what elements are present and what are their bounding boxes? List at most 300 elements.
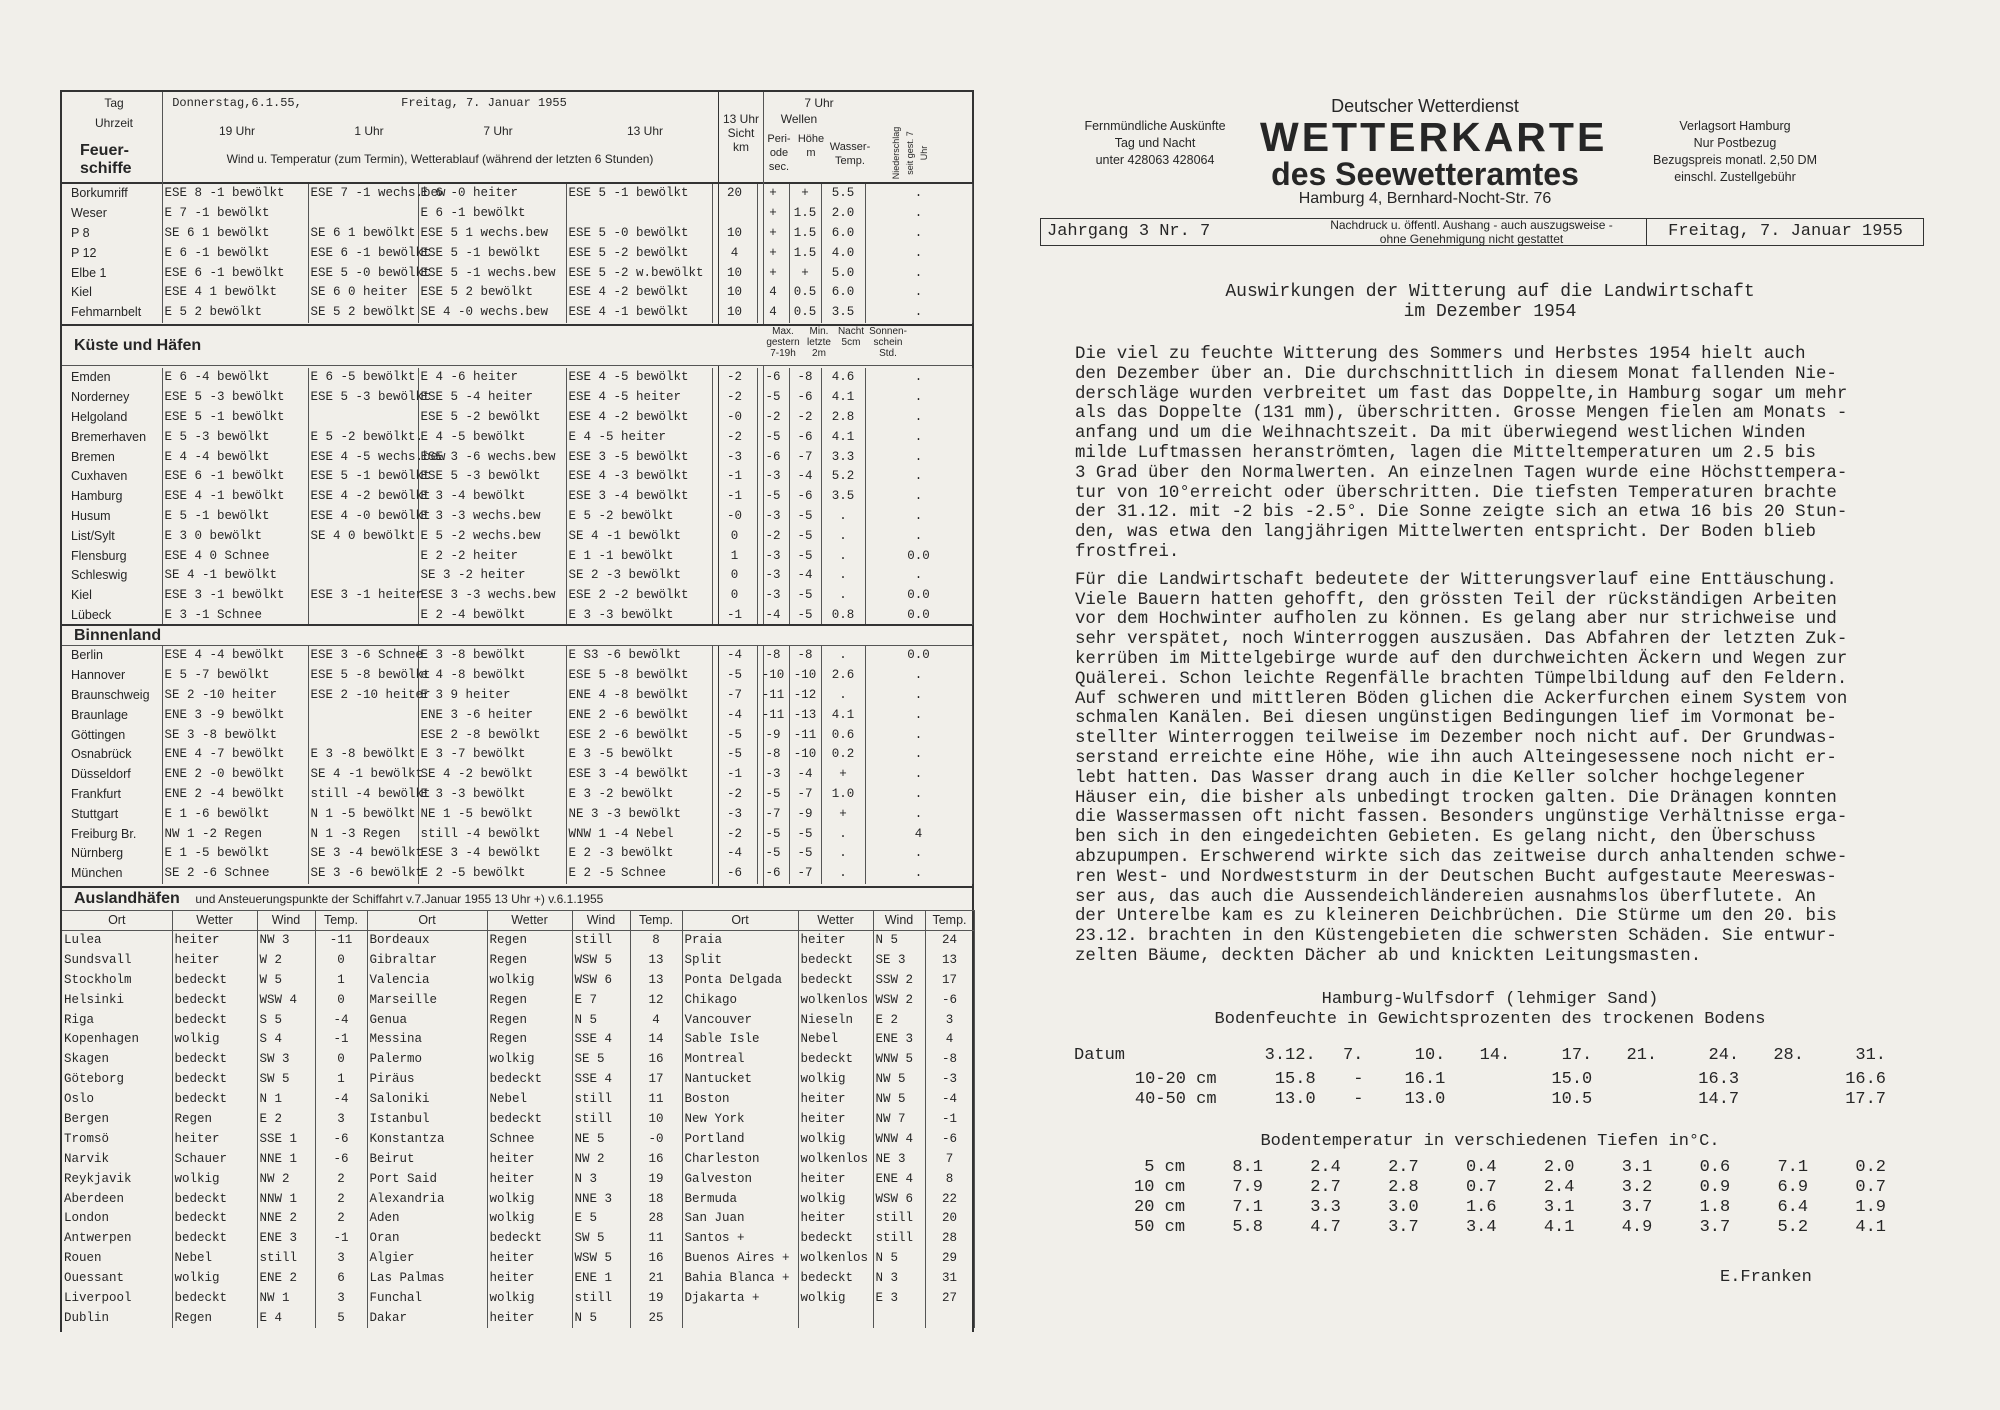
- table-cell: 4: [757, 283, 789, 303]
- table-cell: +: [821, 765, 865, 785]
- table-cell: ESE 5 -1 bewölkt: [418, 243, 566, 263]
- table-cell: -8: [789, 368, 821, 388]
- aus-subtitle: und Ansteuerungspunkte der Schiffahrt v.7.Januar 1955 13 Uhr +) v.6.1.1955: [195, 892, 604, 906]
- table-cell: Liverpool: [62, 1289, 172, 1309]
- table-cell: -7: [789, 447, 821, 467]
- table-cell: 2: [315, 1169, 367, 1189]
- soil-cell: 2.4: [1310, 1158, 1341, 1178]
- table-cell: still: [873, 1209, 925, 1229]
- table-cell: E 6 -1 bewölkt: [418, 204, 566, 224]
- table-cell: .: [865, 303, 972, 323]
- table-cell: .: [865, 487, 972, 507]
- table-cell: P 8: [62, 224, 162, 244]
- table-cell: New York: [682, 1110, 798, 1130]
- soil-row: [1070, 1198, 1890, 1218]
- table-cell: bedeckt: [172, 1050, 257, 1070]
- table-cell: WNW 1 -4 Nebel: [566, 824, 712, 844]
- table-cell: ESE 5 -2 w.bewölkt: [566, 263, 712, 283]
- table-cell: ENE 4: [873, 1169, 925, 1189]
- table-cell: SE 5: [572, 1050, 630, 1070]
- table-cell: Cuxhaven: [62, 467, 162, 487]
- table-cell: bedeckt: [172, 1209, 257, 1229]
- table-cell: ESE 4 -2 bewölkt: [566, 283, 712, 303]
- soil-cell: 10-20 cm: [1134, 1070, 1217, 1090]
- soil-header-row: [1070, 1040, 1890, 1070]
- table-cell: 8: [925, 1169, 974, 1189]
- table-cell: ESE 5 1 wechs.bew: [418, 224, 566, 244]
- soil-cell: 13.0: [1404, 1090, 1446, 1110]
- table-cell: Boston: [682, 1090, 798, 1110]
- signature: E.Franken: [1720, 1268, 1812, 1287]
- table-cell: .: [865, 283, 972, 303]
- table-cell: N 5: [873, 1249, 925, 1269]
- table-cell: heiter: [487, 1249, 572, 1269]
- table-cell: ESE 4 -1 bewölkt: [162, 487, 308, 507]
- table-cell: München: [62, 864, 162, 884]
- soil-cell: 50 cm: [1134, 1217, 1186, 1237]
- table-row: [62, 1289, 974, 1309]
- label-max: Max. gestern 7-19h: [766, 326, 800, 359]
- table-cell: SW 3: [257, 1050, 315, 1070]
- soil-cell: 0.7: [1465, 1178, 1497, 1198]
- table-cell: [308, 408, 418, 428]
- label-wellen: Wellen: [780, 112, 818, 126]
- table-cell: 3.3: [821, 447, 865, 467]
- table-cell: SW 5: [257, 1070, 315, 1090]
- table-cell: ESE 5 -1 wechs.bew: [418, 263, 566, 283]
- table-cell: 1: [712, 546, 757, 566]
- table-cell: 0.2: [821, 745, 865, 765]
- table-cell: -2: [789, 408, 821, 428]
- soil-cell: [1449, 1070, 1514, 1090]
- table-row: [62, 204, 972, 224]
- table-cell: -12: [789, 686, 821, 706]
- soil-cell: 1.8: [1699, 1197, 1731, 1217]
- table-cell: E 5 -7 bewölkt: [162, 666, 308, 686]
- table-cell: .: [821, 566, 865, 586]
- table-cell: E 3 -5 bewölkt: [566, 745, 712, 765]
- moisture-table: [1070, 1040, 1890, 1110]
- table-cell: .: [865, 447, 972, 467]
- table-cell: E 2 -5 Schnee: [566, 864, 712, 884]
- soil-cell: [1596, 1090, 1661, 1110]
- table-cell: Husum: [62, 507, 162, 527]
- soil-cell: 7.1: [1777, 1158, 1809, 1178]
- label-sonne: Sonnen- schein Std.: [869, 326, 907, 359]
- table-row: [62, 283, 972, 303]
- soil-cell: 4.7: [1310, 1217, 1341, 1237]
- table-cell: -0: [630, 1129, 682, 1149]
- table-cell: 4: [712, 243, 757, 263]
- label-hoehe: Höhe m: [797, 133, 825, 159]
- table-cell: bedeckt: [172, 1090, 257, 1110]
- table-cell: 11: [630, 1090, 682, 1110]
- table-cell: -1: [315, 1030, 367, 1050]
- table-cell: Frankfurt: [62, 785, 162, 805]
- table-cell: -9: [789, 804, 821, 824]
- soil-cell: 6.9: [1777, 1178, 1809, 1198]
- table-cell: 10: [712, 303, 757, 323]
- aus-col-header: Temp.: [630, 911, 682, 931]
- table-cell: still: [257, 1249, 315, 1269]
- table-cell: Dublin: [62, 1308, 172, 1328]
- table-cell: 0.5: [789, 283, 821, 303]
- table-cell: .: [865, 864, 972, 884]
- table-cell: ESE 5 -4 heiter: [418, 388, 566, 408]
- soil-cell: 5.2: [1777, 1217, 1809, 1237]
- table-cell: Schleswig: [62, 566, 162, 586]
- table-cell: ESE 4 -4 bewölkt: [162, 646, 308, 666]
- table-cell: SE 2 -6 Schnee: [162, 864, 308, 884]
- table-cell: Helgoland: [62, 408, 162, 428]
- table-cell: wolkig: [487, 1050, 572, 1070]
- table-cell: Las Palmas: [367, 1269, 487, 1289]
- table-cell: .: [821, 586, 865, 606]
- soil-cell: 1.9: [1855, 1197, 1886, 1217]
- weather-table-panel: [60, 90, 974, 1332]
- table-cell: .: [865, 745, 972, 765]
- table-cell: SE 4 -2 bewölkt: [418, 765, 566, 785]
- table-cell: .: [821, 507, 865, 527]
- table-cell: E 3 -3 bewölkt: [418, 785, 566, 805]
- table-cell: e 4 -8 bewölkt: [418, 666, 566, 686]
- title-wetterkarte: WETTERKARTE: [1260, 114, 1608, 160]
- table-cell: E 4 -6 heiter: [418, 368, 566, 388]
- table-cell: NW 5: [873, 1070, 925, 1090]
- table-cell: [566, 204, 712, 224]
- table-cell: [308, 705, 418, 725]
- table-cell: Alexandria: [367, 1189, 487, 1209]
- table-cell: -4: [757, 606, 789, 626]
- table-cell: heiter: [172, 931, 257, 951]
- table-cell: -4: [789, 566, 821, 586]
- table-cell: -4: [925, 1090, 974, 1110]
- table-row: [62, 566, 972, 586]
- table-cell: E S3 -6 bewölkt: [566, 646, 712, 666]
- soil-header-cell: Datum: [1074, 1045, 1126, 1065]
- table-cell: [308, 606, 418, 626]
- table-cell: [308, 204, 418, 224]
- aus-col-header: Temp.: [925, 911, 974, 931]
- table-cell: +: [757, 263, 789, 283]
- table-cell: 18: [630, 1189, 682, 1209]
- table-cell: WSW 2: [873, 990, 925, 1010]
- table-cell: N 3: [572, 1169, 630, 1189]
- table-cell: -6: [757, 368, 789, 388]
- table-cell: 10: [630, 1110, 682, 1130]
- table-row: [62, 388, 972, 408]
- table-cell: E 6 -4 bewölkt: [162, 368, 308, 388]
- table-cell: wolkenlos: [798, 1149, 873, 1169]
- table-cell: 4: [865, 824, 972, 844]
- table-cell: E 5: [572, 1209, 630, 1229]
- table-cell: Bahia Blanca +: [682, 1269, 798, 1289]
- table-cell: ESE 4 -1 bewölkt: [566, 303, 712, 323]
- table-cell: heiter: [798, 931, 873, 951]
- table-cell: Aberdeen: [62, 1189, 172, 1209]
- table-cell: Algier: [367, 1249, 487, 1269]
- table-cell: -9: [757, 725, 789, 745]
- table-cell: 5: [315, 1308, 367, 1328]
- table-cell: -6: [757, 864, 789, 884]
- table-cell: Braunlage: [62, 705, 162, 725]
- table-cell: -6: [712, 864, 757, 884]
- table-cell: 3: [315, 1289, 367, 1309]
- table-cell: still: [572, 931, 630, 951]
- table-cell: E 3 -3 wechs.bew: [418, 507, 566, 527]
- table-cell: E 3 -7 bewölkt: [418, 745, 566, 765]
- table-cell: 5.2: [821, 467, 865, 487]
- table-cell: ESE 3 -4 bewölkt: [566, 487, 712, 507]
- table-cell: -3: [757, 566, 789, 586]
- soil-cell: 7.9: [1232, 1178, 1263, 1198]
- soil-title-2: Bodenfeuchte in Gewichtsprozenten des trockenen Bodens: [1214, 1010, 1766, 1029]
- soil-cell: [1449, 1090, 1514, 1110]
- table-cell: ESE 4 1 bewölkt: [162, 283, 308, 303]
- table-row: [62, 666, 972, 686]
- kueste-title: Küste und Häfen: [74, 337, 202, 354]
- table-cell: E 2: [873, 1010, 925, 1030]
- table-cell: wolkig: [487, 1289, 572, 1309]
- table-cell: 0: [315, 990, 367, 1010]
- table-cell: E 7: [572, 990, 630, 1010]
- table-header: [62, 92, 972, 184]
- table-cell: 4.0: [821, 243, 865, 263]
- table-row: [62, 1030, 974, 1050]
- table-cell: ESE 3 -5 bewölkt: [566, 447, 712, 467]
- soil-header-cell: 14.: [1479, 1045, 1511, 1065]
- table-cell: -2: [712, 368, 757, 388]
- table-cell: Hannover: [62, 666, 162, 686]
- table-cell: .: [865, 408, 972, 428]
- table-cell: Stuttgart: [62, 804, 162, 824]
- table-cell: -0: [712, 507, 757, 527]
- table-cell: Regen: [487, 950, 572, 970]
- table-cell: ESE 4 -5 bewölkt: [566, 368, 712, 388]
- table-cell: .: [865, 204, 972, 224]
- article-body: [1075, 345, 1918, 975]
- table-cell: ESE 5 -0 bewölkt: [566, 224, 712, 244]
- table-cell: Buenos Aires +: [682, 1249, 798, 1269]
- issue-bar: [1040, 218, 1924, 246]
- aus-col-header: Wind: [873, 911, 925, 931]
- table-cell: +: [757, 204, 789, 224]
- table-cell: bedeckt: [172, 1070, 257, 1090]
- table-cell: Palermo: [367, 1050, 487, 1070]
- soil-cell: 1.6: [1465, 1197, 1497, 1217]
- soiltemp-table: [1070, 1158, 1890, 1237]
- table-cell: Schauer: [172, 1149, 257, 1169]
- table-cell: NNW 1: [257, 1189, 315, 1209]
- table-cell: 3: [315, 1249, 367, 1269]
- table-cell: -3: [925, 1070, 974, 1090]
- table-cell: SE 3 -6 bewölkt: [308, 864, 418, 884]
- table-cell: Düsseldorf: [62, 765, 162, 785]
- table-cell: heiter: [172, 1129, 257, 1149]
- table-cell: 12: [630, 990, 682, 1010]
- table-cell: bedeckt: [172, 1289, 257, 1309]
- table-cell: E 6 -0 heiter: [418, 184, 566, 204]
- table-cell: wolkig: [798, 1070, 873, 1090]
- soil-header-cell: 17.: [1561, 1045, 1593, 1065]
- table-cell: Kopenhagen: [62, 1030, 172, 1050]
- soil-cell: 3.4: [1465, 1217, 1497, 1237]
- table-row: [62, 970, 974, 990]
- label-day1: Donnerstag,6.1.55,: [172, 96, 302, 110]
- table-cell: Konstantza: [367, 1129, 487, 1149]
- table-cell: ESE 5 -1 bewölkt: [162, 408, 308, 428]
- table-row: [62, 303, 972, 323]
- table-cell: Regen: [172, 1110, 257, 1130]
- table-cell: .: [865, 705, 972, 725]
- soil-cell: 17.7: [1845, 1090, 1886, 1110]
- table-cell: Nebel: [798, 1030, 873, 1050]
- table-cell: N 3: [873, 1269, 925, 1289]
- table-cell: 6.0: [821, 283, 865, 303]
- table-cell: still: [572, 1289, 630, 1309]
- table-cell: .: [865, 566, 972, 586]
- table-row: [62, 1209, 974, 1229]
- table-cell: ESE 3 -4 bewölkt: [566, 765, 712, 785]
- table-row: [62, 263, 972, 283]
- table-cell: E 4 -5 bewölkt: [418, 427, 566, 447]
- table-cell: Genua: [367, 1010, 487, 1030]
- table-cell: SE 6 1 bewölkt: [308, 224, 418, 244]
- table-cell: -5: [757, 844, 789, 864]
- table-cell: London: [62, 1209, 172, 1229]
- soil-cell: 16.3: [1698, 1070, 1740, 1090]
- table-cell: still -4 bewölkt: [308, 785, 418, 805]
- table-cell: -5: [712, 725, 757, 745]
- table-cell: .: [821, 824, 865, 844]
- table-cell: 17: [925, 970, 974, 990]
- table-cell: ESE 3 -6 wechs.bew: [418, 447, 566, 467]
- table-row: [62, 745, 972, 765]
- soil-cell: 2.8: [1388, 1178, 1419, 1198]
- table-cell: WSW 4: [257, 990, 315, 1010]
- table-cell: -4: [789, 467, 821, 487]
- table-cell: Narvik: [62, 1149, 172, 1169]
- table-cell: Bremerhaven: [62, 427, 162, 447]
- table-cell: -5: [757, 824, 789, 844]
- table-cell: Nürnberg: [62, 844, 162, 864]
- table-cell: -1: [712, 765, 757, 785]
- table-cell: 0.0: [865, 606, 972, 626]
- table-cell: Marseille: [367, 990, 487, 1010]
- table-cell: E 2: [257, 1110, 315, 1130]
- table-cell: Sable Isle: [682, 1030, 798, 1050]
- table-cell: NW 2: [572, 1149, 630, 1169]
- table-cell: bedeckt: [172, 1229, 257, 1249]
- table-cell: E 2 -5 bewölkt: [418, 864, 566, 884]
- table-cell: ENE 2: [257, 1269, 315, 1289]
- verlag: Verlagsort Hamburg Nur Postbezug Bezugspreis monatl. 2,50 DM einschl. Zustellgebühr: [1653, 119, 1817, 184]
- soil-cell: 0.4: [1465, 1158, 1497, 1178]
- table-cell: San Juan: [682, 1209, 798, 1229]
- table-cell: 6: [315, 1269, 367, 1289]
- table-cell: NW 7: [873, 1110, 925, 1130]
- table-row: [62, 507, 972, 527]
- table-cell: +: [821, 804, 865, 824]
- table-cell: -4: [712, 705, 757, 725]
- table-cell: -5: [757, 487, 789, 507]
- table-cell: ESE 5 -8 bewölkt: [566, 666, 712, 686]
- table-cell: N 5: [873, 931, 925, 951]
- table-cell: -2: [712, 388, 757, 408]
- label-t2: 7 Uhr: [483, 124, 513, 138]
- feuerschiffe-section: [62, 184, 972, 323]
- soil-cell: 3.2: [1621, 1178, 1653, 1198]
- table-cell: -1: [712, 606, 757, 626]
- table-cell: .: [865, 765, 972, 785]
- table-cell: 2: [315, 1189, 367, 1209]
- table-cell: wolkig: [487, 1209, 572, 1229]
- table-cell: ESE 3 -1 heiter: [308, 586, 418, 606]
- table-cell: ENE 3 -6 heiter: [418, 705, 566, 725]
- table-cell: SE 2 -10 heiter: [162, 686, 308, 706]
- table-row: [62, 1149, 974, 1169]
- table-cell: W 5: [257, 970, 315, 990]
- table-cell: SE 4 -1 bewölkt: [308, 765, 418, 785]
- soil-titles: [1040, 990, 1940, 1030]
- table-cell: NW 1 -2 Regen: [162, 824, 308, 844]
- table-cell: E 6 -1 bewölkt: [162, 243, 308, 263]
- table-cell: N 1: [257, 1090, 315, 1110]
- table-cell: P 12: [62, 243, 162, 263]
- soil-cell: 3.7: [1388, 1217, 1419, 1237]
- soil-cell: 7.1: [1232, 1197, 1263, 1217]
- table-cell: -10: [757, 666, 789, 686]
- table-cell: -1: [315, 1229, 367, 1249]
- table-cell: -6: [315, 1149, 367, 1169]
- table-cell: 0.6: [821, 725, 865, 745]
- table-cell: WNW 4: [873, 1129, 925, 1149]
- table-cell: .: [865, 725, 972, 745]
- table-row: [62, 824, 972, 844]
- table-cell: -5: [789, 526, 821, 546]
- table-cell: -6: [789, 388, 821, 408]
- table-cell: NE 5: [572, 1129, 630, 1149]
- table-cell: Osnabrück: [62, 745, 162, 765]
- table-cell: W 2: [257, 950, 315, 970]
- table-cell: bedeckt: [172, 1010, 257, 1030]
- soil-cell: 4.1: [1855, 1217, 1886, 1237]
- table-cell: E 2 -3 bewölkt: [566, 844, 712, 864]
- table-cell: ESE 5 -3 bewölkt: [418, 467, 566, 487]
- temp-title: Bodentemperatur in verschiedenen Tiefen in°C.: [1260, 1132, 1720, 1151]
- table-cell: wolkig: [798, 1189, 873, 1209]
- table-cell: 0.0: [865, 646, 972, 666]
- soil-cell: 8.1: [1232, 1158, 1263, 1178]
- table-cell: ESE 5 -3 bewölkt: [162, 388, 308, 408]
- table-cell: Stockholm: [62, 970, 172, 990]
- table-cell: 8: [630, 931, 682, 951]
- table-cell: Berlin: [62, 646, 162, 666]
- table-cell: Regen: [172, 1308, 257, 1328]
- soil-cell: 15.0: [1551, 1070, 1593, 1090]
- table-cell: Ouessant: [62, 1269, 172, 1289]
- table-cell: WSW 6: [572, 970, 630, 990]
- soil-cell: [1743, 1070, 1808, 1090]
- table-cell: E 1 -6 bewölkt: [162, 804, 308, 824]
- table-cell: -6: [757, 447, 789, 467]
- table-cell: 4.1: [821, 705, 865, 725]
- table-cell: Split: [682, 950, 798, 970]
- soil-cell: 6.4: [1777, 1197, 1809, 1217]
- table-cell: .: [865, 224, 972, 244]
- table-cell: -8: [757, 646, 789, 666]
- table-cell: ESE 5 -2 bewölkt: [418, 408, 566, 428]
